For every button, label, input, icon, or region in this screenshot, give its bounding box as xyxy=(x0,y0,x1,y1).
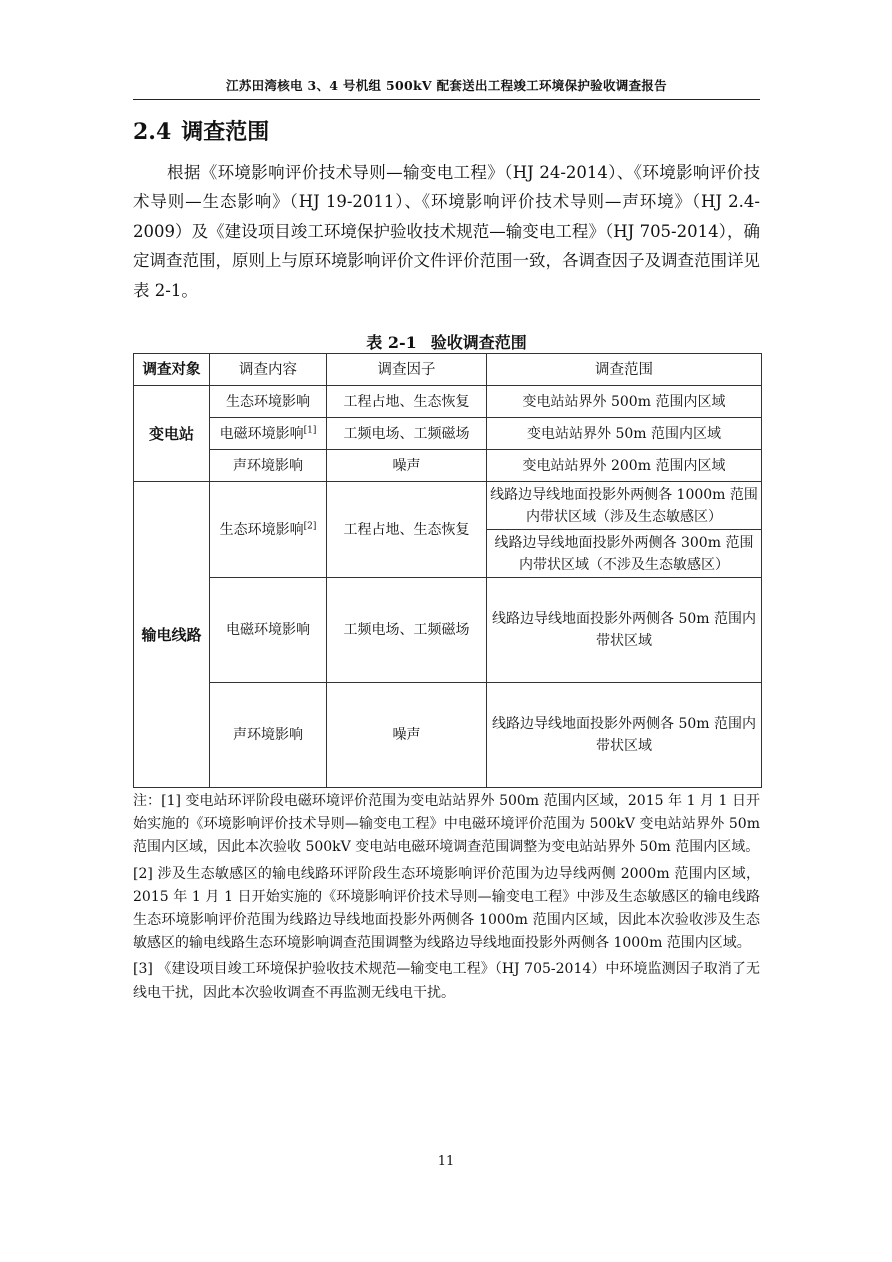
table-notes xyxy=(133,790,760,1008)
cell-content: 声环境影响 xyxy=(210,450,327,482)
cell-range: 线路边导线地面投影外两侧各 1000m 范围内带状区域（涉及生态敏感区） xyxy=(487,482,762,530)
header-factor: 调查因子 xyxy=(327,354,487,386)
cell-factor: 噪声 xyxy=(327,450,487,482)
section-heading xyxy=(133,115,269,146)
object-substation: 变电站 xyxy=(134,386,210,482)
survey-range-table xyxy=(133,353,762,788)
cell-factor: 噪声 xyxy=(327,683,487,788)
cell-content: 生态环境影响 xyxy=(210,386,327,418)
table-row xyxy=(134,482,762,530)
cell-content xyxy=(210,482,327,578)
table-row xyxy=(134,418,762,450)
table-row xyxy=(134,683,762,788)
table-caption-title: 验收调查范围 xyxy=(430,333,527,352)
table-caption-number: 表 2-1 xyxy=(366,333,417,352)
page-number: 11 xyxy=(437,1154,455,1169)
section-number: 2.4 xyxy=(133,119,172,145)
cell-range: 线路边导线地面投影外两侧各 50m 范围内带状区域 xyxy=(487,578,762,683)
section-title-text: 调查范围 xyxy=(181,119,270,145)
cell-content-text: 电磁环境影响 xyxy=(219,425,304,442)
header-range: 调查范围 xyxy=(487,354,762,386)
cell-range: 变电站站界外 500m 范围内区域 xyxy=(487,386,762,418)
table-row xyxy=(134,386,762,418)
cell-factor: 工程占地、生态恢复 xyxy=(327,386,487,418)
cell-range: 线路边导线地面投影外两侧各 50m 范围内带状区域 xyxy=(487,683,762,788)
table-header-row xyxy=(134,354,762,386)
cell-factor: 工频电场、工频磁场 xyxy=(327,578,487,683)
note-1: 注：[1] 变电站环评阶段电磁环境评价范围为变电站站界外 500m 范围内区域，2015 年 1 月 1 日开始实施的《环境影响评价技术导则—输变电工程》中电磁环境评价范围为 500kV 变电站站界外 50m 范围内区域，因此本次验收 500kV 变电站电磁环境调查范围调整为变电站站界外 50m 范围内区域。 xyxy=(133,793,760,856)
header-content: 调查内容 xyxy=(210,354,327,386)
footnote-ref: [2] xyxy=(303,520,317,531)
note-2: [2] 涉及生态敏感区的输电线路环评阶段生态环境影响评价范围为边导线两侧 2000m 范围内区域，2015 年 1 月 1 日开始实施的《环境影响评价技术导则—输变电工程》中涉及生态敏感区的输电线路生态环境影响评价范围为线路边导线地面投影外两侧各 1000m 范围内区域，因此本次验收涉及生态敏感区的输电线路生态环境影响调查范围调整为线路边导线地面投影外两侧各 1000m 范围内区域。 xyxy=(133,865,760,952)
running-header: 江苏田湾核电 3、4 号机组 500kV 配套送出工程竣工环境保护验收调查报告 xyxy=(226,78,667,93)
note-3: [3] 《建设项目竣工环境保护验收技术规范—输变电工程》（HJ 705-2014）中环境监测因子取消了无线电干扰，因此本次验收调查不再监测无线电干扰。 xyxy=(133,961,760,1001)
cell-content xyxy=(210,418,327,450)
cell-range: 变电站站界外 50m 范围内区域 xyxy=(487,418,762,450)
cell-range: 线路边导线地面投影外两侧各 300m 范围内带状区域（不涉及生态敏感区） xyxy=(487,530,762,578)
table-row xyxy=(134,578,762,683)
body-paragraph: 根据《环境影响评价技术导则—输变电工程》（HJ 24-2014）、《环境影响评价技术导则—生态影响》（HJ 19-2011）、《环境影响评价技术导则—声环境》（HJ 2.4-2009）及《建设项目竣工环境保护验收技术规范—输变电工程》（HJ 705-2014），确定调查范围，原则上与原环境影响评价文件评价范围一致，各调查因子及调查范围详见表 2-1。 xyxy=(133,163,760,300)
cell-factor: 工频电场、工频磁场 xyxy=(327,418,487,450)
cell-content: 电磁环境影响 xyxy=(210,578,327,683)
header-object: 调查对象 xyxy=(134,354,210,386)
cell-range: 变电站站界外 200m 范围内区域 xyxy=(487,450,762,482)
cell-content: 声环境影响 xyxy=(210,683,327,788)
object-line: 输电线路 xyxy=(134,482,210,788)
footnote-ref: [1] xyxy=(303,424,317,435)
table-caption xyxy=(133,330,760,353)
table-row xyxy=(134,450,762,482)
cell-content-text: 生态环境影响 xyxy=(219,521,304,538)
cell-factor: 工程占地、生态恢复 xyxy=(327,482,487,578)
header-divider xyxy=(133,99,760,100)
